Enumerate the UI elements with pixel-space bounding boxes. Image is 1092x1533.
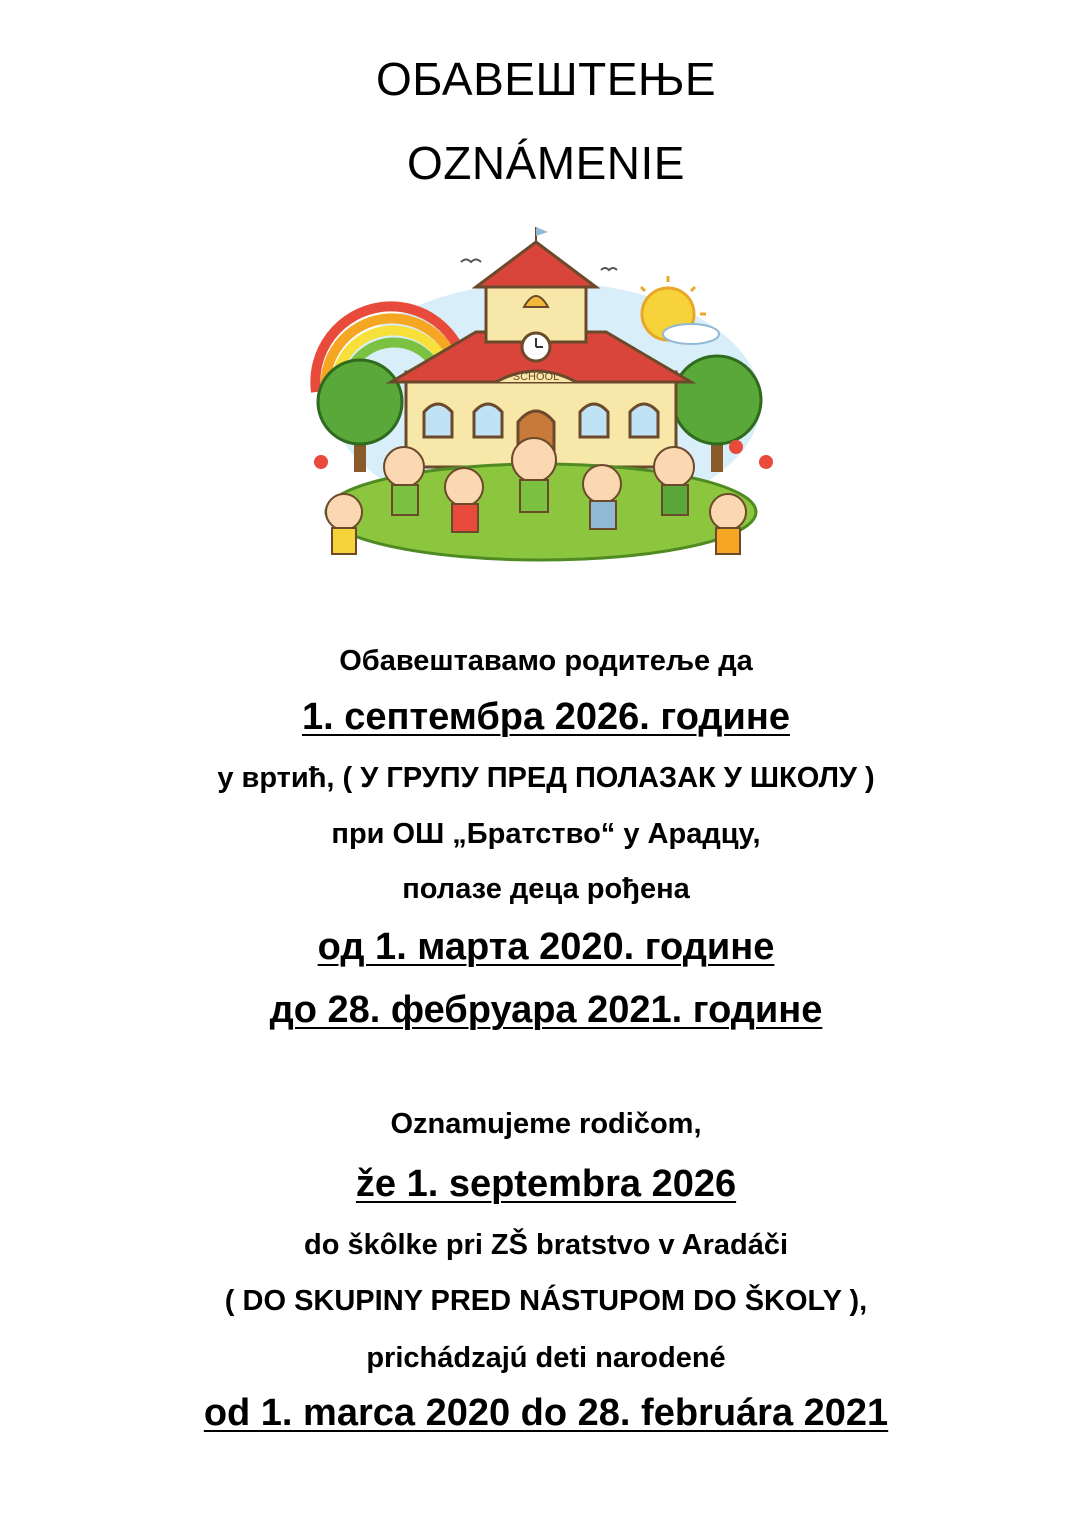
serbian-line-5: полазе деца рођена (402, 873, 690, 905)
school-sign: SCHOOL (512, 371, 560, 383)
serbian-date-start: 1. септембра 2026. године (302, 696, 790, 738)
serbian-line-3: у вртић, ( У ГРУПУ ПРЕД ПОЛАЗАК У ШКОЛУ ) (217, 762, 875, 794)
slovak-line-5: prichádzajú deti narodené (366, 1342, 726, 1374)
serbian-birth-from: од 1. марта 2020. године (317, 926, 775, 968)
slovak-date-start: že 1. septembra 2026 (355, 1163, 737, 1205)
bird-icon (461, 260, 481, 263)
serbian-line-1: Обавештавамо родитеље да (339, 645, 753, 677)
title-slovak: OZNÁMENIE (407, 137, 685, 189)
slovak-line-1: Oznamujeme rodičom, (390, 1108, 702, 1140)
slovak-line-4: ( DO SKUPINY PRED NÁSTUPOM DO ŠKOLY ), (224, 1285, 868, 1317)
school-children-illustration (296, 222, 786, 582)
title-serbian: ОБАВЕШТЕЊЕ (375, 53, 717, 105)
serbian-birth-to: до 28. фебруара 2021. године (269, 989, 823, 1031)
bird-icon (601, 268, 617, 270)
serbian-line-4: при ОШ „Братство“ у Арадцу, (331, 818, 761, 850)
sun-icon (641, 276, 719, 344)
slovak-line-3: do škôlke pri ZŠ bratstvo v Aradáči (303, 1229, 789, 1261)
slovak-birth-range: od 1. marca 2020 do 28. februára 2021 (203, 1392, 889, 1434)
